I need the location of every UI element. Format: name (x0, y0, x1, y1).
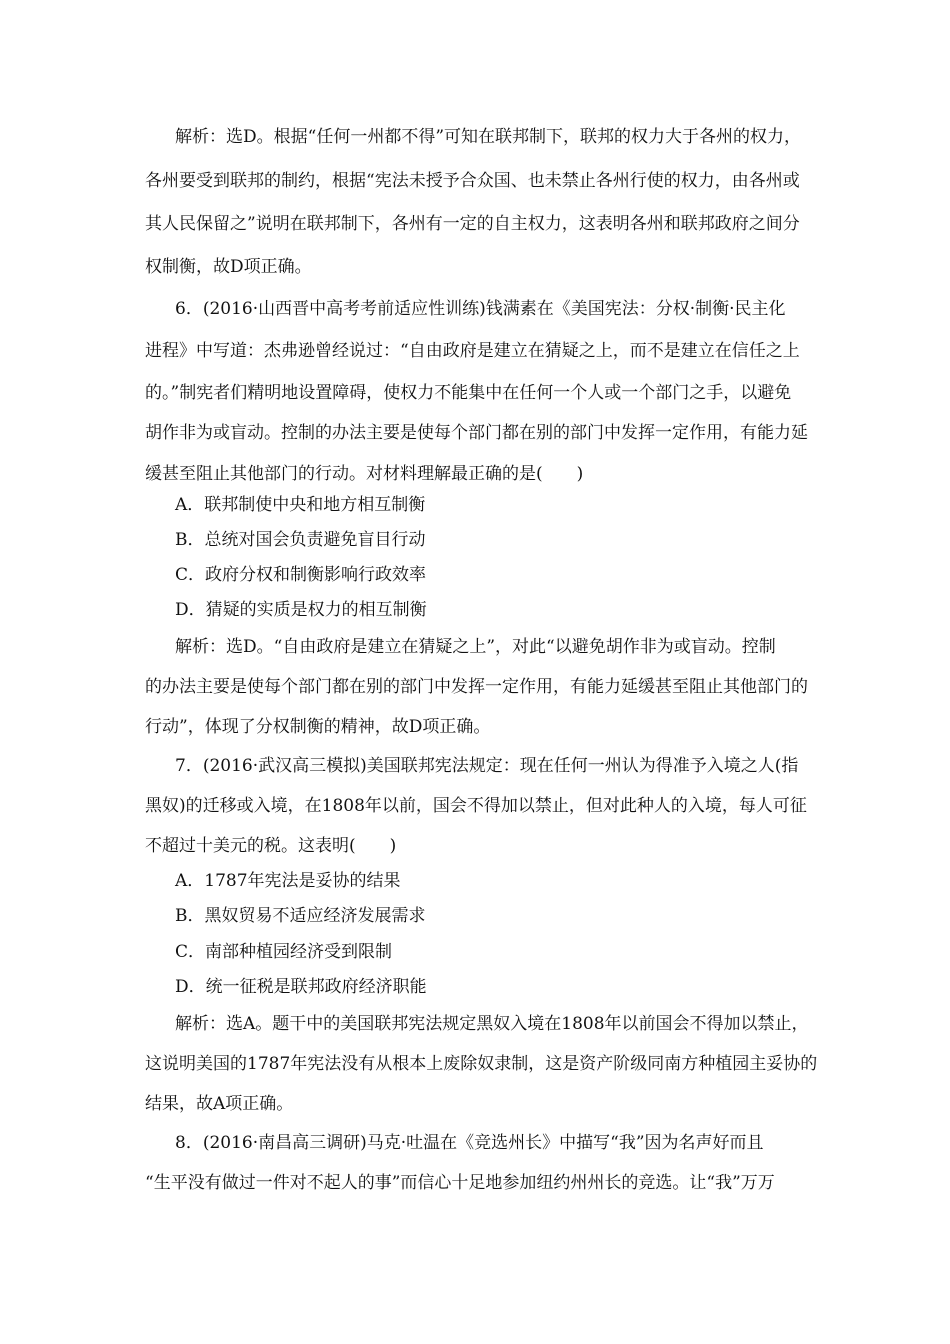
text-line: 行动”，体现了分权制衡的精神，故D项正确。 (145, 717, 491, 737)
option-a: A．联邦制使中央和地方相互制衡 (175, 495, 426, 515)
option-c: C．南部种植园经济受到限制 (175, 942, 393, 962)
option-b: B．总统对国会负责避免盲目行动 (175, 530, 426, 550)
text-line: 权制衡，故D项正确。 (145, 257, 312, 277)
text-line: 胡作非为或盲动。控制的办法主要是使每个部门都在别的部门中发挥一定作用，有能力延 (145, 423, 808, 443)
question-6-stem: 6．(2016·山西晋中高考考前适应性训练)钱满素在《美国宪法：分权·制衡·民主化 (175, 299, 786, 319)
text-line: 黑奴)的迁移或入境，在1808年以前，国会不得加以禁止，但对此种人的入境，每人可征 (145, 796, 807, 816)
option-d: D．猜疑的实质是权力的相互制衡 (175, 600, 427, 620)
text-line: 各州要受到联邦的制约，根据“宪法未授予合众国、也未禁止各州行使的权力，由各州或 (145, 171, 800, 191)
text-line: 的办法主要是使每个部门都在别的部门中发挥一定作用，有能力延缓甚至阻止其他部门的 (145, 677, 808, 697)
text-line: 的。”制宪者们精明地设置障碍，使权力不能集中在任何一个人或一个部门之手，以避免 (145, 383, 792, 403)
text-line: 解析：选D。根据“任何一州都不得”可知在联邦制下，联邦的权力大于各州的权力， (175, 127, 802, 147)
text-line: “生平没有做过一件对不起人的事”而信心十足地参加纽约州州长的竞选。让“我”万万 (145, 1173, 775, 1193)
text-line: 结果，故A项正确。 (145, 1094, 294, 1114)
text-line: 解析：选D。“自由政府是建立在猜疑之上”，对此“以避免胡作非为或盲动。控制 (175, 637, 776, 657)
option-a: A．1787年宪法是妥协的结果 (175, 871, 401, 891)
text-line: 缓甚至阻止其他部门的行动。对材料理解最正确的是( ) (145, 464, 584, 484)
option-d: D．统一征税是联邦政府经济职能 (175, 977, 427, 997)
text-line: 这说明美国的1787年宪法没有从根本上废除奴隶制，这是资产阶级同南方种植园主妥协的 (145, 1054, 818, 1074)
question-8-stem: 8．(2016·南昌高三调研)马克·吐温在《竞选州长》中描写“我”因为名声好而且 (175, 1133, 764, 1153)
option-c: C．政府分权和制衡影响行政效率 (175, 565, 427, 585)
option-b: B．黑奴贸易不适应经济发展需求 (175, 906, 426, 926)
text-line: 进程》中写道：杰弗逊曾经说过：“自由政府是建立在猜疑之上，而不是建立在信任之上 (145, 341, 800, 361)
question-7-stem: 7．(2016·武汉高三模拟)美国联邦宪法规定：现在任何一州认为得准予入境之人(指 (175, 756, 799, 776)
text-line: 解析：选A。题干中的美国联邦宪法规定黑奴入境在1808年以前国会不得加以禁止， (175, 1014, 809, 1034)
text-line: 其人民保留之”说明在联邦制下，各州有一定的自主权力，这表明各州和联邦政府之间分 (145, 214, 800, 234)
text-line: 不超过十美元的税。这表明( ) (145, 836, 397, 856)
